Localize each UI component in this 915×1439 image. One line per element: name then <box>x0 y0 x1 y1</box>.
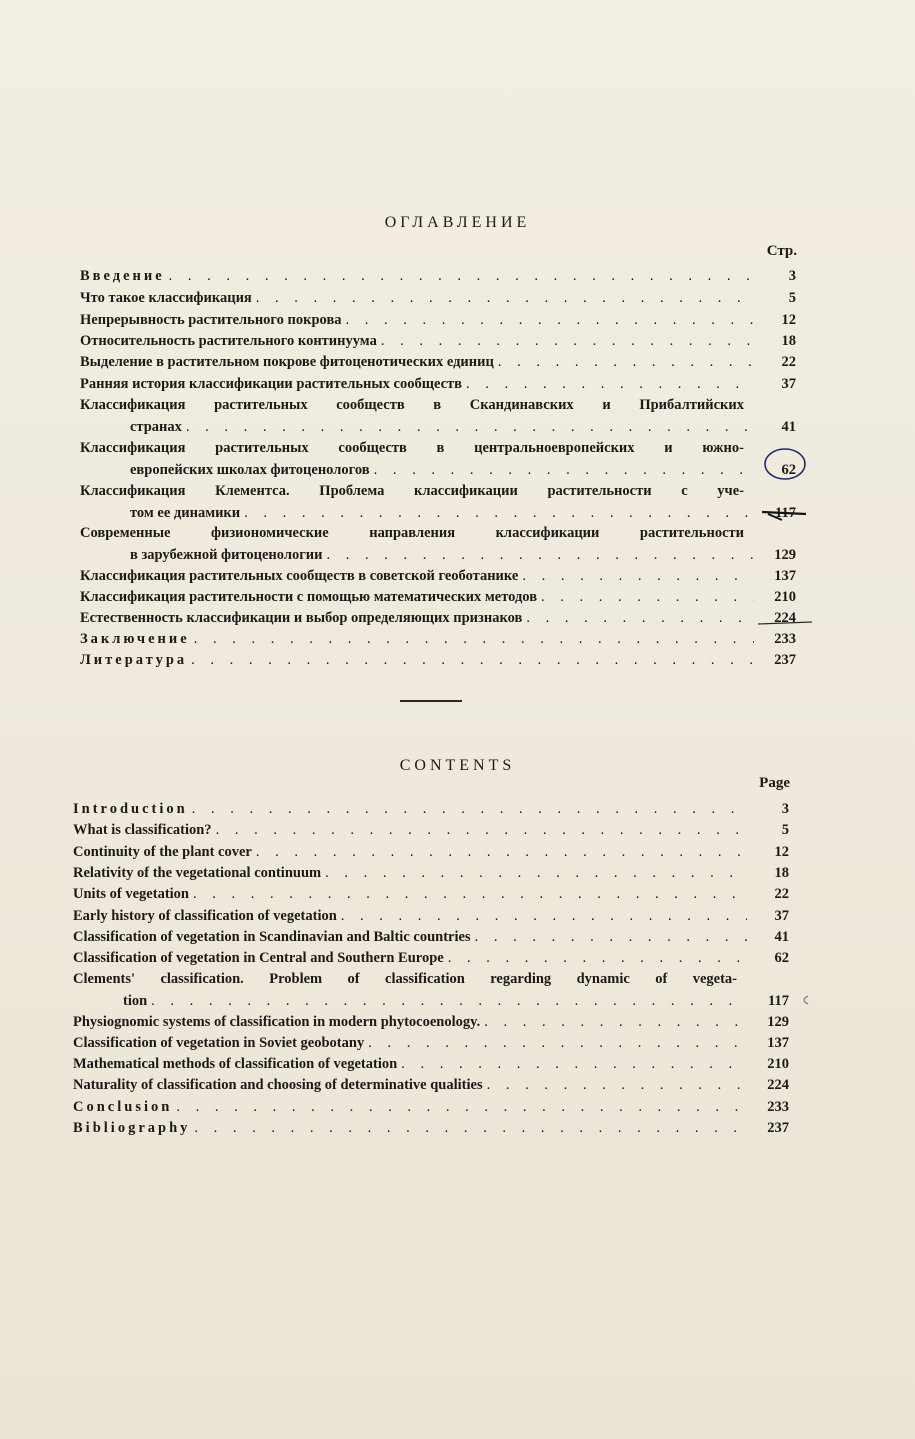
toc-entry <box>80 438 796 481</box>
entry-page: 224 <box>774 610 796 626</box>
entry-page: 5 <box>788 290 796 306</box>
toc-entry <box>80 374 796 396</box>
entry-title: Units of vegetation <box>73 886 189 902</box>
entry-page: 3 <box>781 801 789 817</box>
entry-title: Заключение <box>80 631 190 647</box>
entry-title: Continuity of the plant cover <box>73 844 252 860</box>
toc-entry <box>73 1033 789 1055</box>
entry-page: 41 <box>774 929 789 945</box>
entry-page: 22 <box>774 886 789 902</box>
toc-entry <box>80 331 796 353</box>
entry-title: Относительность растительного континуума <box>80 333 377 349</box>
entry-title: Классификация растительных сообществ в советской геоботанике <box>80 568 519 584</box>
entry-title: Классификация растительности с помощью математических методов <box>80 589 538 605</box>
entry-page: 12 <box>781 312 796 328</box>
entry-title: Литература <box>80 652 188 668</box>
entry-title: Непрерывность растительного покрова <box>80 312 342 328</box>
toc-entry <box>80 481 796 524</box>
toc-entry <box>73 1054 789 1076</box>
toc-entry <box>73 842 789 864</box>
entry-title: Conclusion <box>73 1099 173 1115</box>
toc-entry <box>73 1097 789 1119</box>
entry-page: 3 <box>788 268 796 284</box>
pencil-circle-mark <box>760 444 808 482</box>
entry-page: 129 <box>767 1014 789 1030</box>
entry-page: 5 <box>781 822 789 838</box>
toc-entry <box>73 863 789 885</box>
entry-title: Relativity of the vegetational continuum <box>73 865 322 881</box>
toc-entry <box>80 629 796 651</box>
entry-page: 117 <box>775 504 796 521</box>
entry-page: 22 <box>781 354 796 370</box>
toc-entry <box>73 948 789 970</box>
toc-entry <box>73 969 789 1012</box>
entry-title: Physiognomic systems of classification in modern phytocoenology. <box>73 1014 481 1030</box>
pencil-tick-mark <box>796 992 812 1008</box>
entry-title: Bibliography <box>73 1120 191 1136</box>
entry-page: 210 <box>767 1056 789 1072</box>
entry-title: Classification of vegetation in Soviet geobotany <box>73 1035 365 1051</box>
entry-title: Classification of vegetation in Scandinavian and Baltic countries <box>73 929 471 945</box>
pencil-underline-mark <box>756 616 816 630</box>
toc-entry <box>80 650 796 672</box>
entry-title: Ранняя история классификации растительных сообществ <box>80 376 462 392</box>
entry-title-line2: том ее динамики <box>130 504 241 521</box>
entry-title: Naturality of classification and choosing of determinative qualities <box>73 1077 483 1093</box>
entry-title: Classification of vegetation in Central and Southern Europe <box>73 950 444 966</box>
entry-title-line1: Классификация растительных сообществ в Скандинавских и Прибалтийских <box>80 397 744 413</box>
toc-entry <box>73 1075 789 1097</box>
russian-toc-heading: ОГЛАВЛЕНИЕ <box>384 214 531 231</box>
english-toc-heading: CONTENTS <box>399 757 516 774</box>
entry-title: What is classification? <box>73 822 212 838</box>
entry-page: 233 <box>767 1099 789 1115</box>
toc-entry <box>73 884 789 906</box>
entry-title-line1: Современные физиономические направления классификации растительности <box>80 525 744 541</box>
entry-page: 117 <box>768 992 789 1009</box>
english-page-label: Page <box>759 775 790 791</box>
entry-title-line1: Классификация растительных сообществ в центральноевропейских и южно- <box>80 440 744 456</box>
entry-page: 237 <box>767 1120 789 1136</box>
entry-title-line2: европейских школах фитоценологов <box>130 461 370 478</box>
entry-title: Mathematical methods of classification of vegetation <box>73 1056 398 1072</box>
entry-page: 12 <box>774 844 789 860</box>
entry-title-line2: tion <box>123 992 148 1009</box>
entry-title: Естественность классификации и выбор определяющих признаков <box>80 610 523 626</box>
entry-page: 62 <box>781 461 796 478</box>
toc-entry <box>73 927 789 949</box>
toc-entry <box>80 266 796 288</box>
entry-title: Что такое классификация <box>80 290 252 306</box>
toc-entry <box>73 1012 789 1034</box>
entry-page: 18 <box>774 865 789 881</box>
entry-title: Выделение в растительном покрове фитоценотических единиц <box>80 354 494 370</box>
entry-page: 137 <box>774 568 796 584</box>
entry-page: 129 <box>774 546 796 563</box>
toc-entry <box>80 352 796 374</box>
entry-page: 210 <box>774 589 796 605</box>
entry-title: Early history of classification of vegetation <box>73 908 337 924</box>
entry-page: 41 <box>781 418 796 435</box>
toc-entry <box>73 820 789 842</box>
entry-title-line2: странах <box>130 418 182 435</box>
entry-title-line1: Классификация Клементса. Проблема классификации растительности с уче- <box>80 483 744 499</box>
toc-entry <box>80 310 796 332</box>
entry-page: 233 <box>774 631 796 647</box>
toc-entry <box>73 799 789 821</box>
toc-entry <box>80 566 796 588</box>
pencil-underline-mark <box>760 504 810 524</box>
toc-entry <box>73 906 789 928</box>
entry-page: 37 <box>774 908 789 924</box>
section-divider <box>400 700 462 702</box>
toc-entry <box>73 1118 789 1140</box>
entry-page: 37 <box>781 376 796 392</box>
toc-entry <box>80 288 796 310</box>
entry-title: Introduction <box>73 801 188 817</box>
entry-title-line1: Clements' classification. Problem of classification regarding dynamic of vegeta- <box>73 971 737 987</box>
russian-page-label: Стр. <box>766 243 797 259</box>
entry-page: 18 <box>781 333 796 349</box>
entry-title-line2: в зарубежной фитоценологии <box>130 546 323 563</box>
entry-page: 137 <box>767 1035 789 1051</box>
entry-page: 237 <box>774 652 796 668</box>
toc-entry <box>80 395 796 438</box>
toc-entry <box>80 523 796 566</box>
entry-page: 62 <box>774 950 789 966</box>
toc-entry <box>80 608 796 630</box>
entry-page: 224 <box>767 1077 789 1093</box>
entry-title: Введение <box>80 268 165 284</box>
toc-entry <box>80 587 796 609</box>
